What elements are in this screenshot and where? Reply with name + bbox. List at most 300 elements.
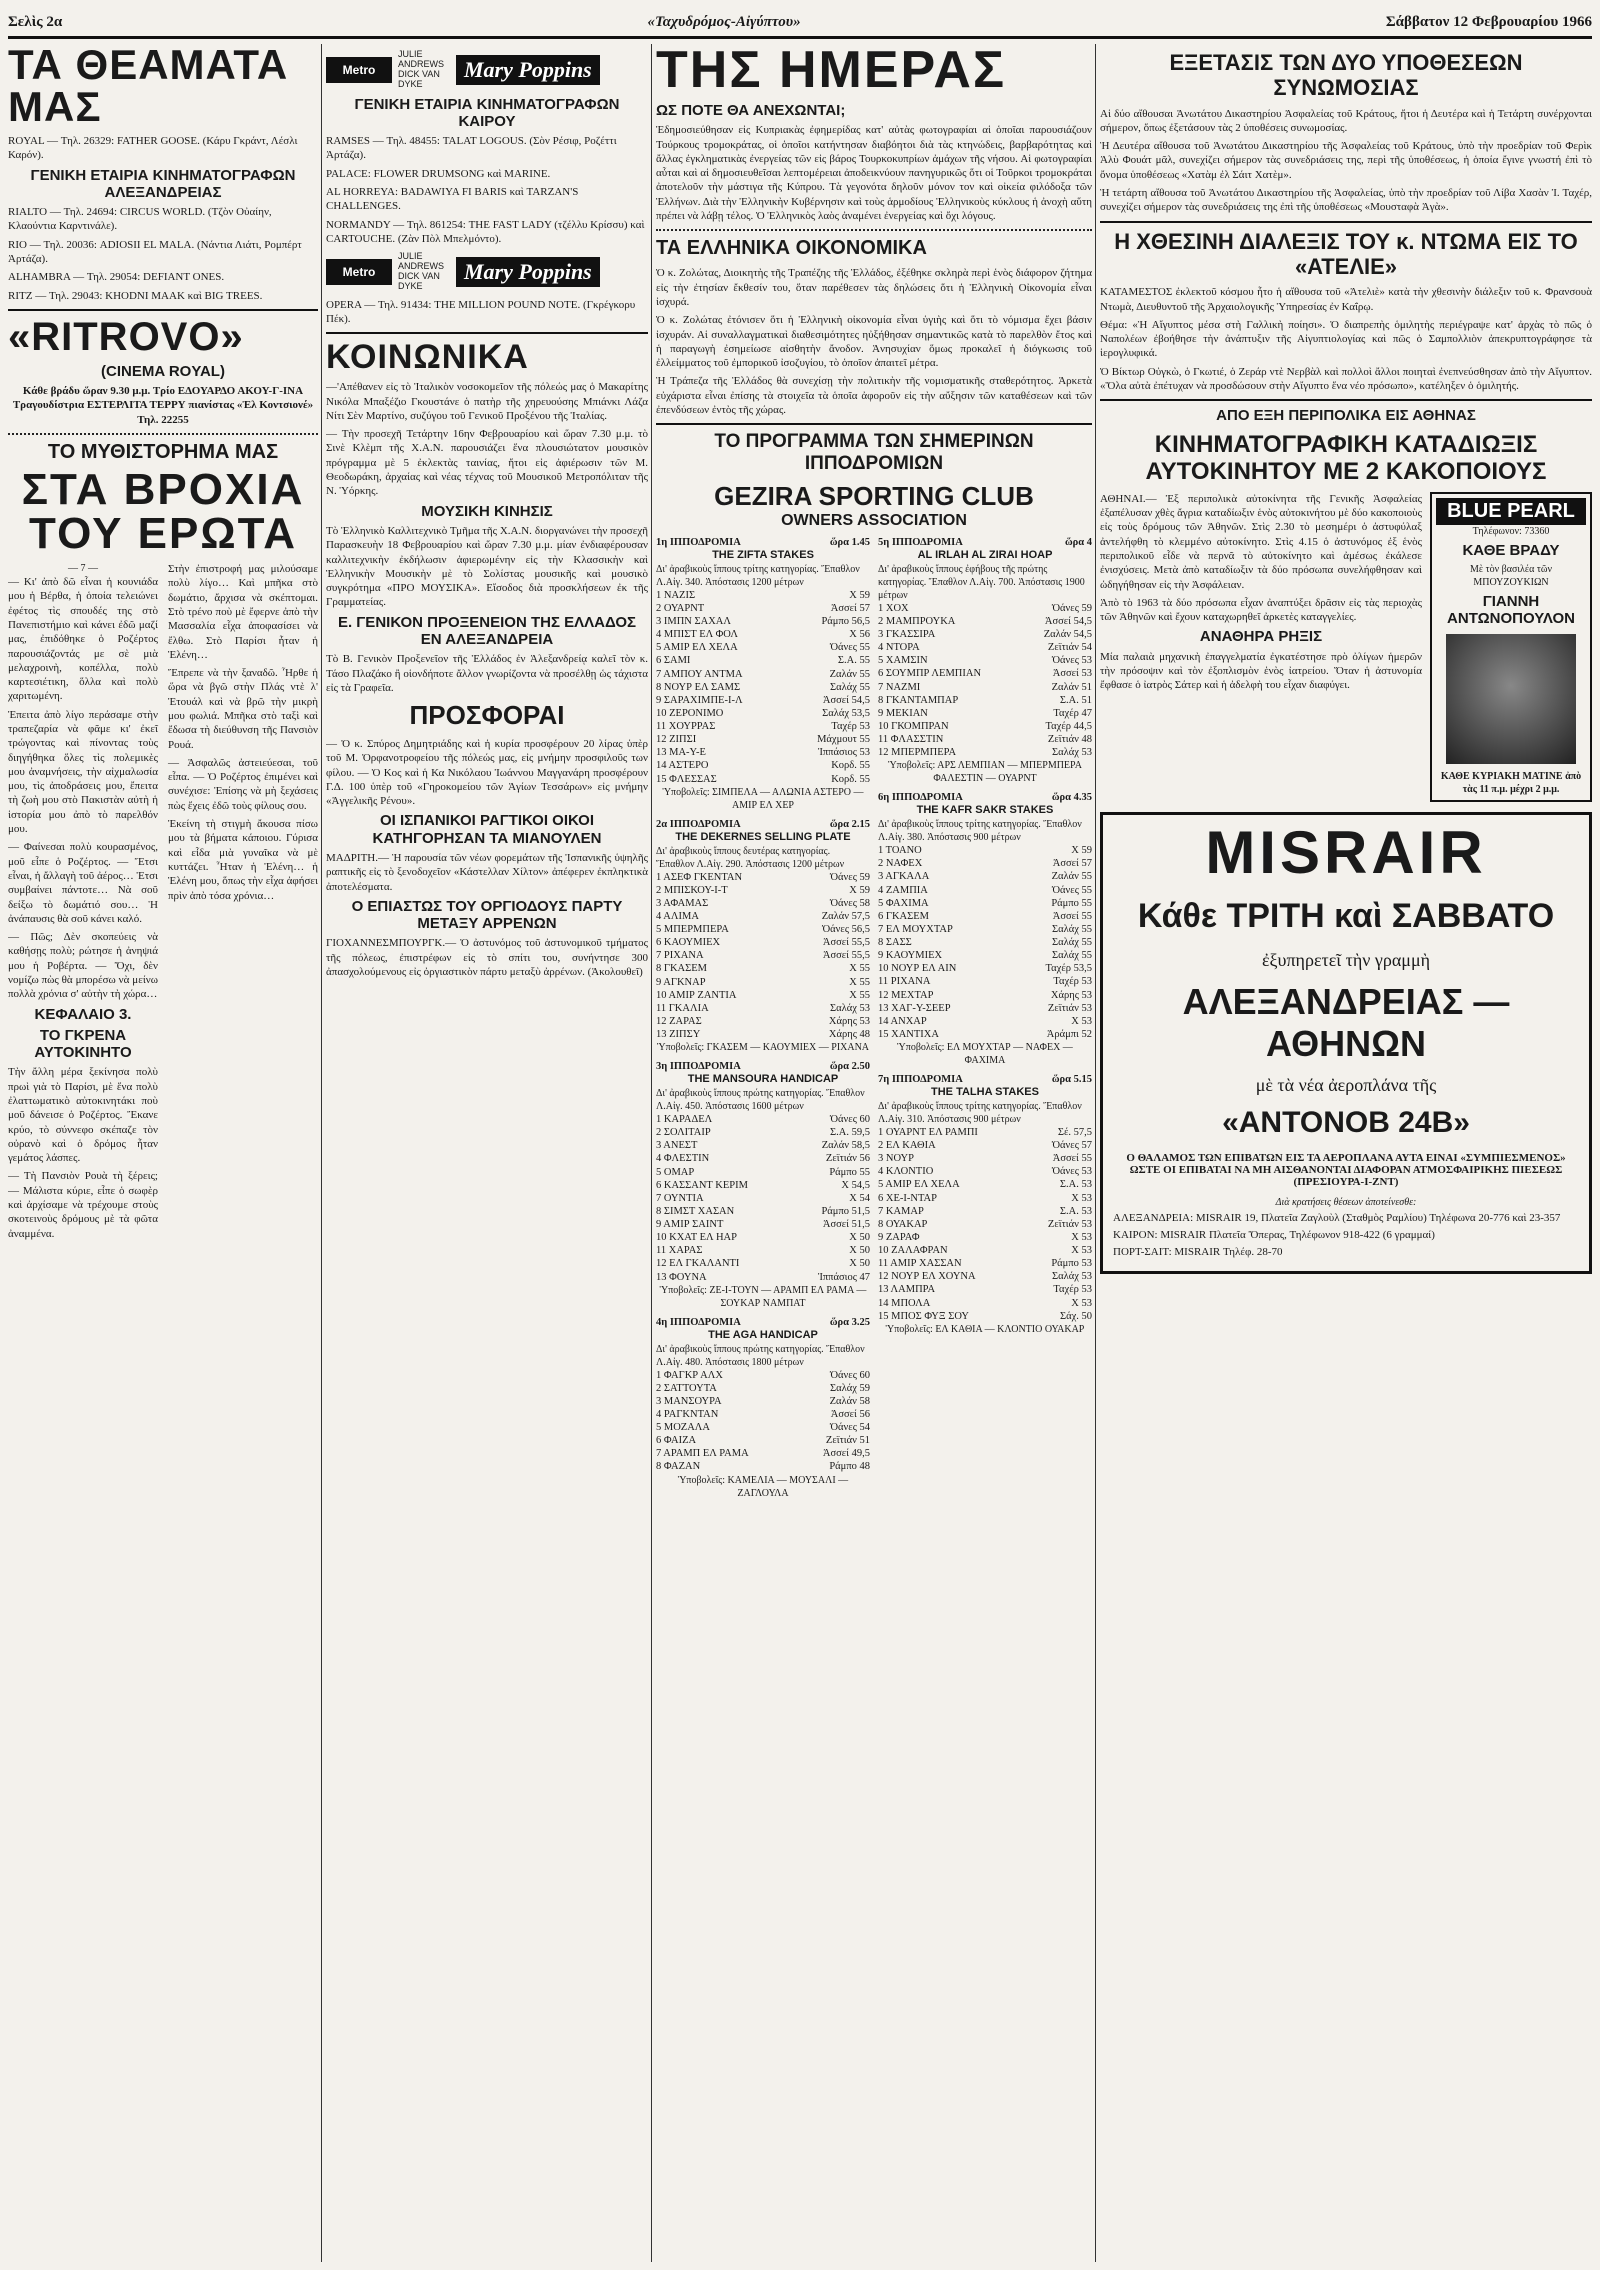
horse-name: 1 ΝΑΖΙΣ [656, 589, 696, 601]
horse-name: 11 ΓΚΑΛΙΑ [656, 1002, 709, 1014]
horse-row [878, 681, 1092, 694]
horse-row [878, 654, 1092, 667]
horse-name: 7 ΚΑΜΑΡ [878, 1205, 924, 1217]
horse-row [656, 1126, 870, 1139]
horse-name: 3 ΝΟΥΡ [878, 1153, 914, 1165]
blue-pearl-phone: Τηλέφωνον: 73360 [1472, 525, 1550, 537]
horse-row [878, 1297, 1092, 1310]
horse-name: 12 ΜΠΕΡΜΠΕΡΑ [878, 747, 957, 759]
horse-jockey-weight: Ἀσσεί 55,5 [822, 937, 870, 949]
horse-name: 10 ΓΚΟΜΠΡΑΝ [878, 720, 949, 732]
horse-row [656, 871, 870, 884]
misrair-cairo: ΚΑΙΡΟΝ: MISRAIR Πλατεῖα Ὄπερας, Τηλέφωνον 918-422 (6 γραμμαί) [1113, 1228, 1435, 1241]
horse-row [656, 1113, 870, 1126]
misrair-book: Διὰ κρατήσεις θέσεων ἀποτείνεσθε: [1275, 1196, 1417, 1208]
horse-name: 14 ΑΝΧΑΡ [878, 1015, 927, 1027]
horse-jockey-weight: Ὀάνες 55 [829, 642, 870, 654]
serial-title: ΣΤΑ ΒΡΟΧΙΑ ΤΟΥ ΕΡΩΤΑ [21, 465, 305, 559]
horse-jockey-weight: Χ 59 [1071, 845, 1092, 857]
horse-row [656, 1166, 870, 1179]
race-time: ὥρα 4 [1064, 536, 1092, 548]
horse-name: 1 ΦΑΓΚΡ ΑΛΧ [656, 1369, 723, 1381]
economy-paragraph: Ὁ κ. Ζολώτας ἐτόνισεν ὅτι ἡ Ἑλληνικὴ οἰκονομία εἶναι ὑγιὴς καὶ ὅτι τὸ νόμισμα ἔχει βάσιν ἰσχυράν. Αἱ συναλλαγματικαὶ διαθεσιμότητες ηὐξήθησαν σημαντικῶς κατὰ τὸ παρελθὸν ἔτος καὶ ἡ παραγωγὴ ἐσημείωσε αἰσθητὴν ἄνοδον. Ἀνησυχίαν ὅμως προκαλεῖ ἡ διόγκωσις τοῦ ἐλλείμματος τοῦ ἐμπορικοῦ ἰσοζυγίου, τὸ ὁποῖον ἀπαιτεῖ μέτρα. [656, 314, 1092, 370]
race-info: Δι' ἀραβικοὺς ἵππους τρίτης κατηγορίας. Ἔπαθλον Λ.Αἰγ. 340. Ἀπόστασις 1200 μέτρων [656, 563, 860, 588]
horse-name: 2 ΟΥΑΡΝΤ [656, 602, 705, 614]
horse-name: 13 ΖΙΠΣΥ [656, 1029, 701, 1041]
horse-jockey-weight: Ζαλάν 58,5 [821, 1140, 870, 1152]
economy-paragraph: Ἡ Τράπεζα τῆς Ἑλλάδος θὰ συνεχίσῃ τὴν πολιτικὴν τῆς νομισματικῆς σταθερότητος. Ἀρκετὰ εὐχάριστα εἶναι ἐπίσης τὰ στοιχεῖα τὰ ὁποῖα ἀφοροῦν εἰς τὴν αὔξησιν τῶν καταθέσεων καὶ τῶν ἐπενδύσεων ἐντὸς τῆς χώρας. [656, 375, 1092, 416]
race-info: Δι' ἀραβικοὺς ἵππους πρώτης κατηγορίας. Ἔπαθλον Λ.Αἰγ. 480. Ἀπόστασις 1800 μέτρων [656, 1343, 865, 1368]
listing-normandy: NORMANDY — Τηλ. 861254: THE FAST LADY (τζέλλυ Κρίσσυ) καὶ CARTOUCHE. (Ζὰν Πὸλ Μπελμόντο). [326, 218, 645, 245]
horse-row [878, 1002, 1092, 1015]
horse-jockey-weight: Σαλάχ 53 [1052, 747, 1092, 759]
race-info: Δι' ἀραβικοὺς ἵππους δευτέρας κατηγορίας. Ἔπαθλον Λ.Αἰγ. 290. Ἀπόστασις 1200 μέτρων [656, 845, 845, 870]
race-name: THE ZIFTA STAKES [712, 549, 814, 562]
serial-paragraph: — Τὴ Πανσιὸν Ρουὰ τὴ ξέρεις; — Μάλιστα κύριε, εἶπε ὁ σωφὲρ καὶ ἀρχίσαμε νὰ τρέχουμε στοὺς σκοτεινοὺς δρόμους μὲ τὰ φῶτα ἀναμμένα. [8, 1170, 158, 1240]
race-time: ὥρα 2.15 [829, 818, 870, 830]
trials-paragraph: Αἱ δύο αἴθουσαι Ἀνωτάτου Δικαστηρίου Ἀσφαλείας τοῦ Κράτους, ἤτοι ἡ Δευτέρα καὶ ἡ Τετάρτη συνέρχονται σήμερον, ὅπως ἐξετάσουν τὰς 2 ὑποθέσεις συνωμοσίας. [1100, 107, 1592, 134]
horse-name: 13 ΜΑ-Υ-Ε [656, 747, 706, 759]
listing-horreya: AL HORREYA: BADAWIYA FI BARIS καὶ TARZAN'S CHALLENGES. [326, 185, 579, 213]
horse-row [878, 857, 1092, 870]
horse-row [656, 615, 870, 628]
misrair-route: ΑΛΕΞΑΝΔΡΕΙΑΣ — ΑΘΗΝΩΝ [1182, 980, 1510, 1064]
horse-name: 5 ΦΑΧΙΜΑ [878, 897, 929, 909]
horse-name: 4 ΜΠΙΣΤ ΕΛ ΦΟΛ [656, 629, 739, 641]
race [878, 791, 1092, 1067]
horse-name: 12 ΕΛ ΓΚΑΛΑΝΤΙ [656, 1258, 740, 1270]
horse-jockey-weight: Χ 53 [1071, 1192, 1092, 1204]
horse-jockey-weight: Ἀσσεί 57 [1052, 858, 1092, 870]
horse-jockey-weight: Ράμπο 51,5 [821, 1205, 870, 1217]
club-name: GEZIRA SPORTING CLUB [714, 480, 1034, 511]
horse-row [656, 1192, 870, 1205]
horse-name: 10 ΝΟΥΡ ΕΛ ΑΙΝ [878, 963, 957, 975]
horse-row [656, 1447, 870, 1460]
horse-row [656, 773, 870, 786]
horse-jockey-weight: Ταχέρ 44,5 [1045, 720, 1092, 732]
serial-paragraph: Ἔπρεπε νὰ τὴν ξαναδῶ. Ἦρθε ἡ ὥρα νὰ βγῶ στὴν Πλάς ντὲ λ' Ἐτουάλ καὶ νὰ βρῶ τὴν μικρὴ μου φωλιά. Μπῆκα στὸ ταξὶ καὶ ἔδωσα τὴ διεύθυνση τῆς Πανσιὸν Ρουά. [168, 667, 318, 751]
horse-name: 1 ΤΟΑΝΟ [878, 845, 922, 857]
horse-jockey-weight: Ταχέρ 47 [1053, 707, 1092, 719]
horse-jockey-weight: Ἀσσεί 55,5 [822, 950, 870, 962]
horse-row [878, 989, 1092, 1002]
misrair-with: μὲ τὰ νέα ἀεροπλάνα τῆς [1255, 1074, 1437, 1095]
horse-name: 13 ΛΑΜΠΡΑ [878, 1284, 936, 1296]
race-time: ὥρα 3.25 [829, 1316, 870, 1328]
horse-jockey-weight: Σ.Α. 53 [1059, 1179, 1092, 1191]
horse-row [656, 989, 870, 1002]
horse-name: 13 ΦΟΥΝΑ [656, 1271, 707, 1283]
horse-jockey-weight: Χ 55 [849, 963, 870, 975]
horse-row [656, 910, 870, 923]
blue-pearl-title: BLUE PEARL [1436, 498, 1586, 525]
horse-row [878, 1152, 1092, 1165]
misrair-brand: MISRAIR [1205, 818, 1487, 886]
offers-heading: ΠΡΟΣΦΟΡΑΙ [409, 700, 565, 731]
horse-row [656, 923, 870, 936]
listing-rio: RIO — Τηλ. 20036: ADIOSII EL MALA. (Νάντια Λιάτι, Ρομπέρτ Ἀρτάζα). [8, 238, 302, 265]
horse-jockey-weight: Σαλάχ 53 [1052, 1271, 1092, 1283]
race-number: 6η ΙΠΠΟΔΡΟΜΙΑ [878, 792, 963, 804]
horse-row [656, 733, 870, 746]
horse-name: 10 ΚΧΑΤ ΕΛ ΗΑΡ [656, 1232, 737, 1244]
horse-jockey-weight: Ράμπο 48 [829, 1461, 870, 1473]
horse-row [878, 707, 1092, 720]
economy-paragraph: Ὁ κ. Ζολώτας, Διοικητὴς τῆς Τραπέζης τῆς Ἑλλάδος, ἐξέθηκε σκληρὰ περὶ ἑνὸς διάφορον ζήτημα εἰς τὴν ἐτησίαν ἔκθεσίν του, ὅταν παρέθεσεν τὰς δηλώσεις ὅτι ἡ Ἑλληνικὴ Οἰκονομία εἶναι ἰσχυρά. [656, 267, 1092, 308]
horse-name: 7 ΟΥΝΤΙΑ [656, 1192, 704, 1204]
horse-jockey-weight: Ὀάνες 55 [1051, 884, 1092, 896]
horse-jockey-weight: Χάρης 48 [828, 1029, 870, 1041]
horse-row [656, 1179, 870, 1192]
horse-row [656, 1408, 870, 1421]
horse-jockey-weight: Ζαλάν 58 [829, 1395, 870, 1407]
horse-jockey-weight: Ζαλάν 55 [829, 668, 870, 680]
mary-credits: JULIE ANDREWS DICK VAN DYKE [398, 251, 445, 291]
horse-row [656, 1382, 870, 1395]
horse-row [878, 936, 1092, 949]
horse-row [878, 628, 1092, 641]
horse-jockey-weight: Ἀσσεί 55 [1052, 1153, 1092, 1165]
horse-row [656, 746, 870, 759]
horse-row [878, 962, 1092, 975]
horse-name: 15 ΧΑΝΤΙΧΑ [878, 1028, 939, 1040]
horse-row [656, 897, 870, 910]
races-right-column [878, 536, 1092, 1506]
horse-row [878, 1028, 1092, 1041]
horse-name: 1 ΑΣΕΦ ΓΚΕΝΤΑΝ [656, 871, 743, 883]
horse-name: 15 ΜΠΟΣ ΦΥΞ ΣΟΥ [878, 1310, 969, 1322]
blue-pearl-matinee: ΚΑΘΕ ΚΥΡΙΑΚΗ ΜΑΤΙΝΕ ἀπὸ τὰς 11 π.μ. μέχρι 2 μ.μ. [1440, 770, 1582, 795]
horse-jockey-weight: Ἀσσεί 55 [1052, 910, 1092, 922]
race-name: THE AGA HANDICAP [708, 1328, 818, 1341]
horse-row [878, 746, 1092, 759]
horse-row [878, 615, 1092, 628]
mary-poppins-ad [326, 252, 648, 292]
horse-jockey-weight: Ὀάνες 60 [829, 1114, 870, 1126]
horse-jockey-weight: Χάρης 53 [1050, 989, 1092, 1001]
horse-jockey-weight: Ζεϊτιάν 51 [825, 1435, 870, 1447]
horse-row [878, 870, 1092, 883]
horse-jockey-weight: Χ 54,5 [841, 1179, 870, 1191]
horse-jockey-weight: Χ 50 [849, 1258, 870, 1270]
horse-name: 10 ΑΜΙΡ ΖΑΝΤΙΑ [656, 989, 737, 1001]
horse-row [878, 1139, 1092, 1152]
horse-name: 6 ΧΕ-Ι-ΝΤΑΡ [878, 1192, 937, 1204]
horse-jockey-weight: Ζαλάν 51 [1051, 681, 1092, 693]
horse-name: 5 ΧΑΜΣΙΝ [878, 655, 928, 667]
horse-jockey-weight: Ἀσσεί 54,5 [822, 694, 870, 706]
horse-jockey-weight: Ζεϊτιάν 53 [1047, 1218, 1092, 1230]
horse-row [878, 923, 1092, 936]
horse-row [656, 1369, 870, 1382]
mary-title: Mary Poppins [456, 55, 600, 85]
consulate-text: Τὸ Β. Γενικὸν Προξενεῖον τῆς Ἑλλάδος ἐν Ἀλεξανδρείᾳ καλεῖ τὸν κ. Τάσο Πλαζάκο ἢ οἱονδήποτε ἄλλον γνωρίζοντα νὰ προσέλθῃ ὡς τάχιστα εἰς τὰ Γραφεῖα. [326, 653, 648, 694]
horse-name: 7 ΡΙΧΑΝΑ [656, 950, 704, 962]
serial-paragraph: Ἐκείνη τὴ στιγμὴ ἄκουσα πίσω μου τὰ βήματα κάποιου. Γύρισα καὶ εἶδα μιὰ γυναῖκα νὰ μὲ κυττάζει. Ἦταν ἡ Ἑλένη… ἡ Ἑλένη μου, ὅπως τὴν εἶχα ἀφήσει πρὶν ἀπὸ τόσα χρόνια… [168, 818, 318, 902]
horse-row [656, 628, 870, 641]
day-text: Ἐδημοσιεύθησαν εἰς Κυπριακὰς ἐφημερίδας κατ' αὐτὰς φωτογραφίαι αἱ ὁποῖαι παρουσιάζουν Τούρκους τρομοκράτας, οἱ ὁποῖοι κατήντησαν διαβόητοι διὰ τὰς κτηνώδεις, βαρβαρότητας καὶ ἄλλας ἐγκληματικὰς ἐνεργείας τῶν εἰς βάρος Τουρκοκυπρίων ἀμάχων τῆς νήσου. Αἱ φωτογραφίαι αὗται καὶ αἱ δημοσιευθεῖσαι λεπτομέρειαι ἀποδεικνύουν πανηγυρικῶς ὅτι οἱ Τοῦρκοι τρομοκράται ἀποτελοῦν τὴν μάστιγα τῆς Κύπρου. Τὰ γεγονότα δηλοῦν μόνον τον καὶ οἰκεία φιλόδοξα τῶν Ἑλλήνων. Διὰ τὴν Ἑλληνικὴν Κυβέρνησιν καὶ τοὺς ἁρμοδίους Ἑλληνικοὺς κύκλους ἡ ἀνοχὴ αὕτη πρέπει νὰ λάβῃ τέλος. Ὁ Ἑλληνικὸς λαὸς ἀναμένει ἐνεργείας καὶ ὄχι λόγους. [656, 124, 1092, 223]
race [656, 1316, 870, 1500]
athens-text: ΑΘΗΝΑΙ.— Ἐξ περιπολικὰ αὐτοκίνητα τῆς Γενικῆς Ἀσφαλείας ἐξαπέλυσαν χθὲς ἄγρια καταδίωξιν ἑνὸς αὐτοκινήτου μὲ δύο κακοποιοὺς εἰς τοὺς δρόμους τῶν Ἀθηνῶν. Στὶς 2.30 τὸ μεσημέρι ὁ ἀστυφύλαξ ἀντελήφθη τὸ κλεμμένο αὐτοκίνητο. Στὶς 4.15 ὁ ἀστυνόμος ἐξ ἑνὸς περιπολικοῦ εἶδε νὰ περνᾶ τὸ αὐτοκίνητο καὶ ἀμέσως ἐκάλεσε ἐνισχύσεις. Μετὰ ἀπὸ καταδίωξιν τὰ δύο πρόσωπα συνελήφθησαν καὶ ὡδηγήθησαν εἰς τὴν Ἀσφάλειαν. [1100, 492, 1422, 591]
horse-name: 10 ΖΕΡΟΝΙΜΟ [656, 707, 724, 719]
race-number: 5η ΙΠΠΟΔΡΟΜΙΑ [878, 536, 963, 548]
horse-jockey-weight: Ἀσσεί 49,5 [822, 1448, 870, 1460]
party-text: ΓΙΟΧΑΝΝΕΣΜΠΟΥΡΓΚ.— Ὁ ἀστυνόμος τοῦ ἀστυνομικοῦ τμήματος τῆς πόλεως, ἐπιστρέφων εἰς τὸ σπίτι του, συνήντησε 300 ἀπασχολούμενους εἰς ὀργιαστικὸν πάρτυ μεταξὺ ἀρρένων. (Ἀκολουθεῖ) [326, 937, 648, 978]
race-program [656, 536, 1092, 1506]
horse-jockey-weight: Ἀσσεί 54,5 [1044, 615, 1092, 627]
race [656, 818, 870, 1055]
horse-name: 7 ΑΡΑΜΠ ΕΛ ΡΑΜΑ [656, 1448, 749, 1460]
horse-jockey-weight: Χ 56 [849, 629, 870, 641]
horse-jockey-weight: Ράμπο 56,5 [821, 616, 870, 628]
horse-jockey-weight: Χ 53 [1071, 1297, 1092, 1309]
horse-row [878, 897, 1092, 910]
horse-name: 10 ΖΑΛΑΦΡΑΝ [878, 1245, 948, 1257]
horse-name: 2 ΝΑΦΕΧ [878, 858, 923, 870]
horse-jockey-weight: Σαλάχ 53 [830, 1002, 870, 1014]
horse-row [656, 949, 870, 962]
horse-row [878, 1283, 1092, 1296]
race-reserves: Ὑποβολεῖς: ΖΕ-Ι-ΤΟΥΝ — ΑΡΑΜΠ ΕΛ ΡΑΜΑ — ΣΟΥΚΑΡ ΝΑΜΠΑΤ [659, 1284, 867, 1309]
ritrovo-subtitle: (CINEMA ROYAL) [101, 362, 225, 380]
day-subheading: ΩΣ ΠΟΤΕ ΘΑ ΑΝΕΧΩΝΤΑΙ; [656, 102, 846, 119]
race-number: 2α ΙΠΠΟΔΡΟΜΙΑ [656, 818, 741, 830]
horse-jockey-weight: Χ 53 [1071, 1015, 1092, 1027]
horse-jockey-weight: Χ 50 [849, 1232, 870, 1244]
horse-jockey-weight: Ὀάνες 53 [1051, 1166, 1092, 1178]
horse-jockey-weight: Ὀάνες 57 [1051, 1140, 1092, 1152]
horse-name: 3 ΓΚΑΣΣΙΡΑ [878, 629, 936, 641]
horse-name: 5 ΟΜΑΡ [656, 1166, 695, 1178]
misrair-note: Ο ΘΑΛΑΜΟΣ ΤΩΝ ΕΠΙΒΑΤΩΝ ΕΙΣ ΤΑ ΑΕΡΟΠΛΑΝΑ ΑΥΤΑ ΕΙΝΑΙ «ΣΥΜΠΙΕΣΜΕΝΟΣ» ΩΣΤΕ ΟΙ ΕΠΙΒΑΤΑΙ ΝΑ ΜΗ ΑΙΣΘΑΝΟΝΤΑΙ ΔΙΑΦΟΡΑΝ ΑΤΜΟΣΦΑΙΡΙΚΗΣ ΠΙΕΣΕΩΣ (ΠΡΕΣΙΟΥΡΑ-Ι-ΖΝΤ) [1126, 1151, 1566, 1188]
horse-jockey-weight: Ἀσσεί 53 [1052, 668, 1092, 680]
horse-name: 2 ΕΛ ΚΑΘΙΑ [878, 1140, 936, 1152]
horse-row [878, 1205, 1092, 1218]
horse-jockey-weight: Ζεϊτιάν 53 [1047, 1002, 1092, 1014]
horse-name: 9 ΖΑΡΑΦ [878, 1231, 920, 1243]
race-name: THE DEKERNES SELLING PLATE [675, 830, 851, 843]
horse-jockey-weight: Σ.Α. 51 [1059, 694, 1092, 706]
horse-jockey-weight: Χ 59 [849, 589, 870, 601]
listing-ritz: RITZ — Τηλ. 29043: KHODNI MAAK καὶ BIG TREES. [8, 289, 263, 302]
horse-row [656, 1002, 870, 1015]
race [656, 536, 870, 812]
horse-row [656, 1218, 870, 1231]
serial-paragraph: — Ἀσφαλῶς ἀστειεύεσαι, τοῦ εἶπα. — Ὁ Ροζέρτος ἐπιμένει καὶ συνέχισε: Ἐπίσης νὰ μὴ ξεχάσεις πὼς ἔχεις ἐδῶ τοὺς φίλους σου. [168, 756, 318, 812]
horse-name: 4 ΦΛΕΣΤΙΝ [656, 1153, 710, 1165]
horse-jockey-weight: Σαλάχ 53,5 [822, 707, 870, 719]
horse-jockey-weight: Ὀάνες 54 [829, 1422, 870, 1434]
blue-pearl-every: ΚΑΘΕ ΒΡΑΔΥ [1462, 541, 1560, 559]
serial-number: — 7 — [68, 563, 98, 575]
horse-name: 12 ΝΟΥΡ ΕΛ ΧΟΥΝΑ [878, 1271, 976, 1283]
horse-jockey-weight: Ἀσσεί 51,5 [822, 1219, 870, 1231]
chapter-heading: ΚΕΦΑΛΑΙΟ 3. [34, 1005, 132, 1023]
horse-name: 6 ΣΑΜΙ [656, 655, 691, 667]
race-reserves: Ὑποβολεῖς: ΣΙΜΠΕΛΑ — ΑΛΩΝΙΑ ΑΣΤΕΡΟ — ΑΜΙΡ ΕΛ ΧΕΡ [662, 786, 864, 811]
horse-name: 13 ΧΑΓ-Υ-ΣΕΕΡ [878, 1002, 951, 1014]
race [878, 536, 1092, 785]
horse-name: 1 ΚΑΡΑΔΕΛ [656, 1114, 713, 1126]
horse-name: 8 ΝΟΥΡ ΕΛ ΣΑΜΣ [656, 681, 741, 693]
newspaper-name: «Ταχυδρόμος-Αἰγύπτου» [647, 13, 801, 30]
horse-jockey-weight: Ζαλάν 54,5 [1043, 629, 1092, 641]
race-name: AL IRLAH AL ZIRAI HOAP [917, 549, 1053, 562]
horse-jockey-weight: Ζεϊτιάν 56 [825, 1153, 870, 1165]
listing-rialto: RIALTO — Τηλ. 24694: CIRCUS WORLD. (Τζὸν Οὐαίην, Κλαούντια Καρντινάλε). [8, 206, 272, 233]
race [878, 1073, 1092, 1336]
horse-name: 3 ΜΑΝΣΟΥΡΑ [656, 1395, 722, 1407]
horse-row [656, 641, 870, 654]
horse-jockey-weight: Ὀάνες 59 [829, 871, 870, 883]
horse-row [656, 976, 870, 989]
horse-row [878, 1126, 1092, 1139]
race-reserves: Ὑποβολεῖς: ΕΛ ΚΑΘΙΑ — ΚΛΟΝΤΙΟ ΟΥΑΚΑΡ [885, 1323, 1085, 1335]
race-time: ὥρα 5.15 [1051, 1074, 1092, 1086]
page-number: Σελὶς 2α [8, 13, 63, 30]
horse-name: 2 ΜΠΙΣΚΟΥ-Ι-Τ [656, 884, 728, 896]
horse-row [878, 602, 1092, 615]
race [656, 1060, 870, 1310]
horse-row [878, 1310, 1092, 1323]
horse-jockey-weight: Ράμπο 55 [829, 1166, 870, 1178]
horse-jockey-weight: Κορδ. 55 [831, 760, 870, 772]
horse-name: 11 ΧΑΡΑΣ [656, 1245, 703, 1257]
horse-row [656, 1015, 870, 1028]
horse-name: 5 ΜΠΕΡΜΠΕΡΑ [656, 924, 729, 936]
horse-name: 1 ΟΥΑΡΝΤ ΕΛ ΡΑΜΠΙ [878, 1126, 978, 1138]
horse-jockey-weight: Ὀάνες 58 [829, 897, 870, 909]
serial-heading: ΤΟ ΜΥΘΙΣΤΟΡΗΜΑ ΜΑΣ [47, 441, 279, 464]
race-number: 1η ΙΠΠΟΔΡΟΜΙΑ [656, 536, 741, 548]
horse-jockey-weight: Ταχέρ 53 [1053, 1284, 1092, 1296]
serial-paragraph: — Φαίνεσαι πολὺ κουρασμένος, μοῦ εἶπε ὁ Ροζέρτος. — Ἔτσι εἶναι, ἡ ἄλλαγὴ τοῦ ἀέρος… Ἐτσι συμβαίνει πάντοτε… Νὰ σοῦ δείξω τὸ δωμάτιό σου… Ἡ ἀνάπαυσις θὰ σοῦ κάνει καλό. [8, 841, 158, 925]
horse-jockey-weight: Ἀσσεί 56 [830, 1408, 870, 1420]
horse-name: 2 ΣΟΛΙΤΑΙΡ [656, 1127, 711, 1139]
horse-row [878, 641, 1092, 654]
horse-jockey-weight: Ζεϊτιάν 54 [1047, 642, 1092, 654]
horse-jockey-weight: Ἀσσεί 57 [830, 602, 870, 614]
horse-row [656, 1421, 870, 1434]
horse-jockey-weight: Σ.Α. 55 [837, 655, 870, 667]
misrair-alexandria: ΑΛΕΞΑΝΔΡΕΙΑ: MISRAIR 19, Πλατεῖα Ζαγλοὺλ (Σταθμὸς Ραμλίου) Τηλέφωνα 20-776 καὶ 23-357 [1113, 1211, 1561, 1224]
horse-row [878, 884, 1092, 897]
column-theatres [8, 44, 318, 2262]
horse-row [878, 733, 1092, 746]
mary-title: Mary Poppins [456, 257, 600, 287]
horse-name: 8 ΣΑΣΣ [878, 937, 912, 949]
race-name: THE KAFR SAKR STAKES [916, 804, 1054, 817]
horse-name: 2 ΣΑΤΤΟΥΤΑ [656, 1382, 717, 1394]
race-number: 3η ΙΠΠΟΔΡΟΜΙΑ [656, 1061, 741, 1073]
horse-row [878, 1015, 1092, 1028]
horse-name: 4 ΖΑΜΠΙΑ [878, 884, 928, 896]
horse-name: 15 ΦΛΕΣΣΑΣ [656, 773, 717, 785]
social-heading: ΚΟΙΝΩΝΙΚΑ [326, 338, 529, 377]
horse-name: 8 ΟΥΑΚΑΡ [878, 1218, 928, 1230]
horse-name: 9 ΑΓΚΝΑΡ [656, 976, 706, 988]
economy-heading: ΤΑ ΕΛΛΗΝΙΚΑ ΟΙΚΟΝΟΜΙΚΑ [656, 237, 927, 260]
horse-jockey-weight: Ὀάνες 60 [829, 1369, 870, 1381]
horse-name: 9 ΑΜΙΡ ΣΑΙΝΤ [656, 1219, 724, 1231]
horse-row [878, 1178, 1092, 1191]
race-reserves: Ὑποβολεῖς: ΓΚΑΣΕΜ — ΚΑΟΥΜΙΕΧ — ΡΙΧΑΝΑ [656, 1042, 870, 1054]
horse-jockey-weight: Χ 55 [849, 989, 870, 1001]
race-reserves: Ὑποβολεῖς: ΑΡΣ ΛΕΜΠΙΑΝ — ΜΠΕΡΜΠΕΡΑ ΦΑΛΕΣΤΙΝ — ΟΥΑΡΝΤ [888, 760, 1082, 785]
spanish-text: ΜΑΔΡΙΤΗ.— Ἡ παρουσία τῶν νέων φορεμάτων τῆς Ἱσπανικῆς ὑψηλῆς ραπτικῆς εἰς τὸ ξενοδοχεῖον «Κάστελλαν Χίλτον» ἀπέφερεν ἐκπληκτικὰ ἀποτελέσματα. [326, 851, 648, 893]
horse-row [656, 962, 870, 975]
column-divider [321, 44, 322, 2262]
masthead [8, 8, 1592, 39]
mary-credits: JULIE ANDREWS DICK VAN DYKE [398, 49, 445, 89]
social-paragraph: —'Απέθανεν εἰς τὸ Ἰταλικὸν νοσοκομεῖον τῆς πόλεώς μας ὁ Μακαρίτης Νικόλα Μπαξέζιο Γκουστάνε ὁ πατὴρ τῆς χηρευούσης Μπιάνκι Λάζα Νίτι Σὲν Μαρτίνο, συζύγου τοῦ Γενικοῦ Προξένου τῆς Ἰταλίας. [326, 381, 648, 422]
lecture-paragraph: ΚΑΤΑΜΕΣΤΟΣ ἐκλεκτοῦ κόσμου ἦτο ἡ αἴθουσα τοῦ «Ἀτελιὲ» κατὰ τὴν χθεσινὴν διάλεξιν τοῦ κ. Φρανσουὰ Ντωμὰ, Διευθυντοῦ τῆς Ἀρχαιολογικῆς Ὑπηρεσίας ἐν Καΐρῳ. [1100, 286, 1592, 313]
horse-row [656, 720, 870, 733]
horse-name: 5 ΑΜΙΡ ΕΛ ΧΕΛΑ [656, 642, 738, 654]
horse-row [656, 1257, 870, 1270]
horse-name: 7 ΝΑΖΜΙ [878, 681, 921, 693]
horse-jockey-weight: Χ 55 [849, 976, 870, 988]
serial-paragraph: Τὴν ἄλλη μέρα ξεκίνησα πολὺ πρωὶ γιὰ τὸ Παρίσι, μὲ ἕνα πολὺ ἐλαττωματικὸ αὐτοκινητάκι ποὺ μοῦ δάνεισε ὁ Ροζέρτος. Ἔκανε κρύο, τὸ σύννεφο σκέπαζε τὸν οὐρανὸ καὶ ὁ δρόμος ἦταν γεμάτος λάσπες. [8, 1066, 158, 1165]
blue-pearl-with: Μὲ τὸν βασιλέα τῶν ΜΠΟΥΖΟΥΚΙΩΝ [1470, 564, 1552, 589]
horse-name: 12 ΜΕΧΤΑΡ [878, 989, 934, 1001]
horse-name: 9 ΣΑΡΑΧΙΜΠΕ-Ι-Λ [656, 694, 743, 706]
horse-jockey-weight: Ζεϊτιάν 48 [1047, 734, 1092, 746]
horse-jockey-weight: Μάχμουτ 55 [817, 734, 870, 746]
chapter-title: ΤΟ ΓΚΡΕΝΑ ΑΥΤΟΚΙΝΗΤΟ [34, 1026, 132, 1062]
race-info: Δι' ἀραβικοὺς ἵππους πρώτης κατηγορίας. Ἔπαθλον Λ.Αἰγ. 450. Ἀπόστασις 1600 μέτρων [656, 1088, 865, 1113]
horse-name: 8 ΓΚΑΝΤΑΜΠΑΡ [878, 694, 959, 706]
horse-name: 6 ΓΚΑΣΕΜ [878, 910, 929, 922]
blue-pearl-artist: ΓΙΑΝΝΗ ΑΝΤΩΝΟΠΟΥΛΟΝ [1447, 593, 1575, 628]
horse-name: 6 ΦΑΙΖΑ [656, 1435, 697, 1447]
lecture-paragraph: Θέμα: «Ἡ Αἴγυπτος μέσα στὴ Γαλλικὴ ποίησι». Ὁ διαπρεπὴς ὁμιλητὴς περιέγραψε κατ' ἀρχὰς τὸ πῶς ὁ Ναπολέων ἐβοήθησε τὴν ἀνάπτυξιν τῆς Αἰγυπτιολογίας καὶ πῶς ὁ Σαμπολλιὸν ἀπεκρυπτογράφησε τὰ ἱερογλυφικά. [1100, 318, 1592, 360]
serial-paragraph: — Πῶς; Δὲν σκοπεύεις νὰ καθήσῃς πολὺ; ρώτησε ἡ ἀνηψιά μου ἡ Ροβέρτα. — Ὄχι, δὲν νομίζω πὼς θὰ μπορέσω νὰ μείνω πολλὰ χρόνια σ' αὐτὴν τὴ χώρα… [8, 931, 158, 1001]
listing-ramses: RAMSES — Τηλ. 48455: TALAT LOGOUS. (Σὸν Ρέσιφ, Ροζέττι Ἀρτάζα). [326, 135, 617, 162]
lecture-paragraph: Ὁ Βίκτωρ Οὐγκὼ, ὁ Γκωτιέ, ὁ Ζεράρ ντὲ Νερβὰλ καὶ πολλοὶ ἄλλοι ποιηταὶ ἐνεπνεύσθησαν ἀπὸ τὴν Αἴγυπτον. «Ὅλα αὐτὰ ἐπέτυχαν νὰ προσδώσουν στὴν Αἴγυπτο ἕνα νέο πρόσωπο», κατέληξεν ὁ ὁμιλητής. [1100, 365, 1592, 393]
athens-text: Ἀπὸ τὸ 1963 τὰ δύο πρόσωπα εἶχαν ἀναπτύξει δρᾶσιν εἰς τὰς περιοχὰς τῶν Ἀθηνῶν καὶ ἔχουν καταχωρηθεῖ ἀρκετὲς καταγγελίες. [1100, 596, 1422, 624]
horse-row [878, 694, 1092, 707]
horse-row [656, 884, 870, 897]
ritrovo-title: «RITROVO» [8, 314, 244, 359]
horse-name: 4 ΑΛΙΜΑ [656, 910, 699, 922]
music-text: Τὸ Ἑλληνικὸ Καλλιτεχνικὸ Τμῆμα τῆς Χ.Α.Ν. διοργανώνει τὴν προσεχῆ Παρασκευὴν 18 Φεβρουαρίου καὶ ὥραν 7.30 μ.μ. μίαν ἐνδιαφέρουσαν καλλιτεχνικὴν ἐκδήλωσιν ἀφιερωμένην εἰς τὴν Κλασσικὴν καὶ Ἑλληνικὴν Μουσικὴν μὲ τὸ Σολίστας μουσικῆς καὶ μουσικὸ συγκρότημα «ΠΡΟ ΜΟΥΣΙΚΑ». Εἴσοδος διὰ προσκλήσεων ἐκ τῆς Γραμματείας. [326, 524, 648, 609]
race-name: THE TALHA STAKES [931, 1086, 1039, 1099]
horse-name: 4 ΚΛΟΝΤΙΟ [878, 1166, 934, 1178]
column-divider [651, 44, 652, 2262]
horse-row [656, 654, 870, 667]
horse-name: 11 ΦΛΑΣΣΤΙΝ [878, 734, 944, 746]
horse-name: 3 ΙΜΠΝ ΣΑΧΑΛ [656, 616, 731, 628]
misrair-ad [1100, 812, 1592, 1274]
horse-name: 11 ΧΟΥΡΡΑΣ [656, 721, 716, 733]
theatres-heading: ΤΑ ΘΕΑΜΑΤΑ ΜΑΣ [8, 44, 289, 130]
horse-row [656, 602, 870, 615]
horse-jockey-weight: Χ 53 [1071, 1231, 1092, 1243]
race-info: Δι' ἀραβικοὺς ἵππους τρίτης κατηγορίας. Ἔπαθλον Λ.Αἰγ. 380. Ἀπόστασις 900 μέτρων [878, 819, 1082, 844]
party-heading: Ο ΕΠΙΑΣΤΩΣ ΤΟΥ ΟΡΓΙΟΔΟΥΣ ΠΑΡΤΥ ΜΕΤΑΞΥ ΑΡΡΕΝΩΝ [351, 897, 623, 933]
misrair-port-said: ΠΟΡΤ-ΣΑΙΤ: MISRAIR Τηλέφ. 28-70 [1113, 1246, 1283, 1259]
horse-row [878, 910, 1092, 923]
consulate-heading: Ε. ΓΕΝΙΚΟΝ ΠΡΟΞΕΝΕΙΟΝ ΤΗΣ ΕΛΛΑΔΟΣ ΕΝ ΑΛΕΞΑΝΔΡΕΙΑ [337, 613, 637, 648]
column-social [326, 44, 648, 2262]
horse-row [878, 720, 1092, 733]
horse-row [656, 1460, 870, 1473]
ritrovo-text: Κάθε βράδυ ὥραν 9.30 μ.μ. Τρίο ΕΔΟΥΑΡΔΟ ΑΚΟΥ-Γ-ΙΝΑ Τραγουδίστρια ΕΣΤΕΡΛΙΤΑ ΤΕΡΡΥ πιανίστας «Ἐλ Κοντσιονέ» Τηλ. 22255 [12, 385, 314, 426]
horse-jockey-weight: Χ 53 [1071, 1245, 1092, 1257]
horse-name: 7 ΕΛ ΜΟΥΧΤΑΡ [878, 923, 953, 935]
